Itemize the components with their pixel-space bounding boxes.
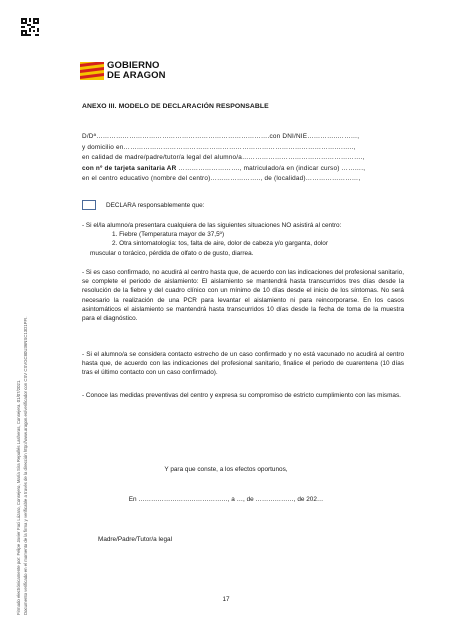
symptoms-item-2-cont: muscular o torácico, pérdida de olfato o de gusto, diarrea. [90,249,254,257]
symptoms-item-1: 1. Fiebre (Temperatura mayor de 37,5º) [112,231,225,239]
form-line-relation: en calidad de madre/padre/tutor/a legal del alumno/a………………………………………………., [82,154,365,161]
sidebar-line-2: Documento verificado en el momento de la firma y verificable a través de la dirección http://www.aragon.es/verificador con CSV CSVGC80U36NSC13D1PFI. [22,316,28,615]
place-date-line: En ……………………………………, a …, de ………………, de 202… [128,496,324,503]
sidebar-line-1: Firmado electrónicamente por: Felipe Javier Faci Lázaro, Consejero, María Sira Repollés Lasheras, Consejera. 01/07/2021. [16,379,21,615]
form-line-address: y domicilio en……………………………………………………………………………………….….., [82,143,356,151]
logo-line-1: GOBIERNO [107,60,160,71]
signature-label: Madre/Padre/Tutor/a legal [98,536,173,543]
conste-line: Y para que conste, a los efectos oportunos, [164,466,288,473]
symptoms-item-2: 2. Otra sintomatología: tos, falta de aire, dolor de cabeza y/o garganta, dolor [112,240,328,248]
gobierno-aragon-logo [80,61,166,80]
paragraph-close-contact: - Si el alumno/a se considera contacto estrecho de un caso confirmado y no está vacunado no acudirá al centro hasta que, de acuerdo con las indicaciones del profesional sanitario, finalice el periodo de cuarentena (10 días tras el último contacto con un caso confirmado). [82,351,404,377]
qr-code-icon [21,18,39,36]
page-number: 17 [222,596,230,603]
paragraph-commitment: - Conoce las medidas preventivas del centro y expresa su compromiso de estricto cumplimiento con las mismas. [82,392,401,399]
aragon-flag-icon [80,62,104,80]
paragraph-symptoms [82,221,404,258]
form-line-school: en el centro educativo (nombre del centro)………………….., de (localidad)……………………, [82,175,361,182]
form-line-name: D/Dª…………………………………………………………………….con DNI/NIE…………..………, [82,133,360,140]
paragraph-confirmed-case: - Si es caso confirmado, no acudirá al centro hasta que, de acuerdo con las indicaciones del profesional sanitario, se complete el periodo de aislamiento: El aislamiento se mantendrá hasta transcurridos tres días desde la resolución de la fiebre y del cuadro clínico con un mínimo de 10 días desde el inicio de los síntomas. No será necesario la realización de una PCR para levantar el aislamiento ni para reincorporarse. En los casos asintomáticos el aislamiento se mantendrá hasta transcurridos 10 días desde la fecha de toma de la muestra para el diagnóstico. [82,269,404,323]
page-title: ANEXO III. MODELO DE DECLARACIÓN RESPONSABLE [82,103,269,110]
declara-label: DECLARA responsablemente que: [106,201,205,209]
declaration-form [82,132,404,185]
declara-checkbox[interactable] [82,200,96,210]
symptoms-intro: - Si el/la alumno/a presentara cualquiera de las siguientes situaciones NO asistirá al centro: [82,222,342,229]
form-line-health-card: con nº de tarjeta sanitaria AR ………………………., matriculado/a en (indicar curso) ………., [82,164,366,172]
signature-sidebar [16,255,29,615]
logo-line-2: DE ARAGON [107,69,166,81]
declara-row [82,200,204,210]
